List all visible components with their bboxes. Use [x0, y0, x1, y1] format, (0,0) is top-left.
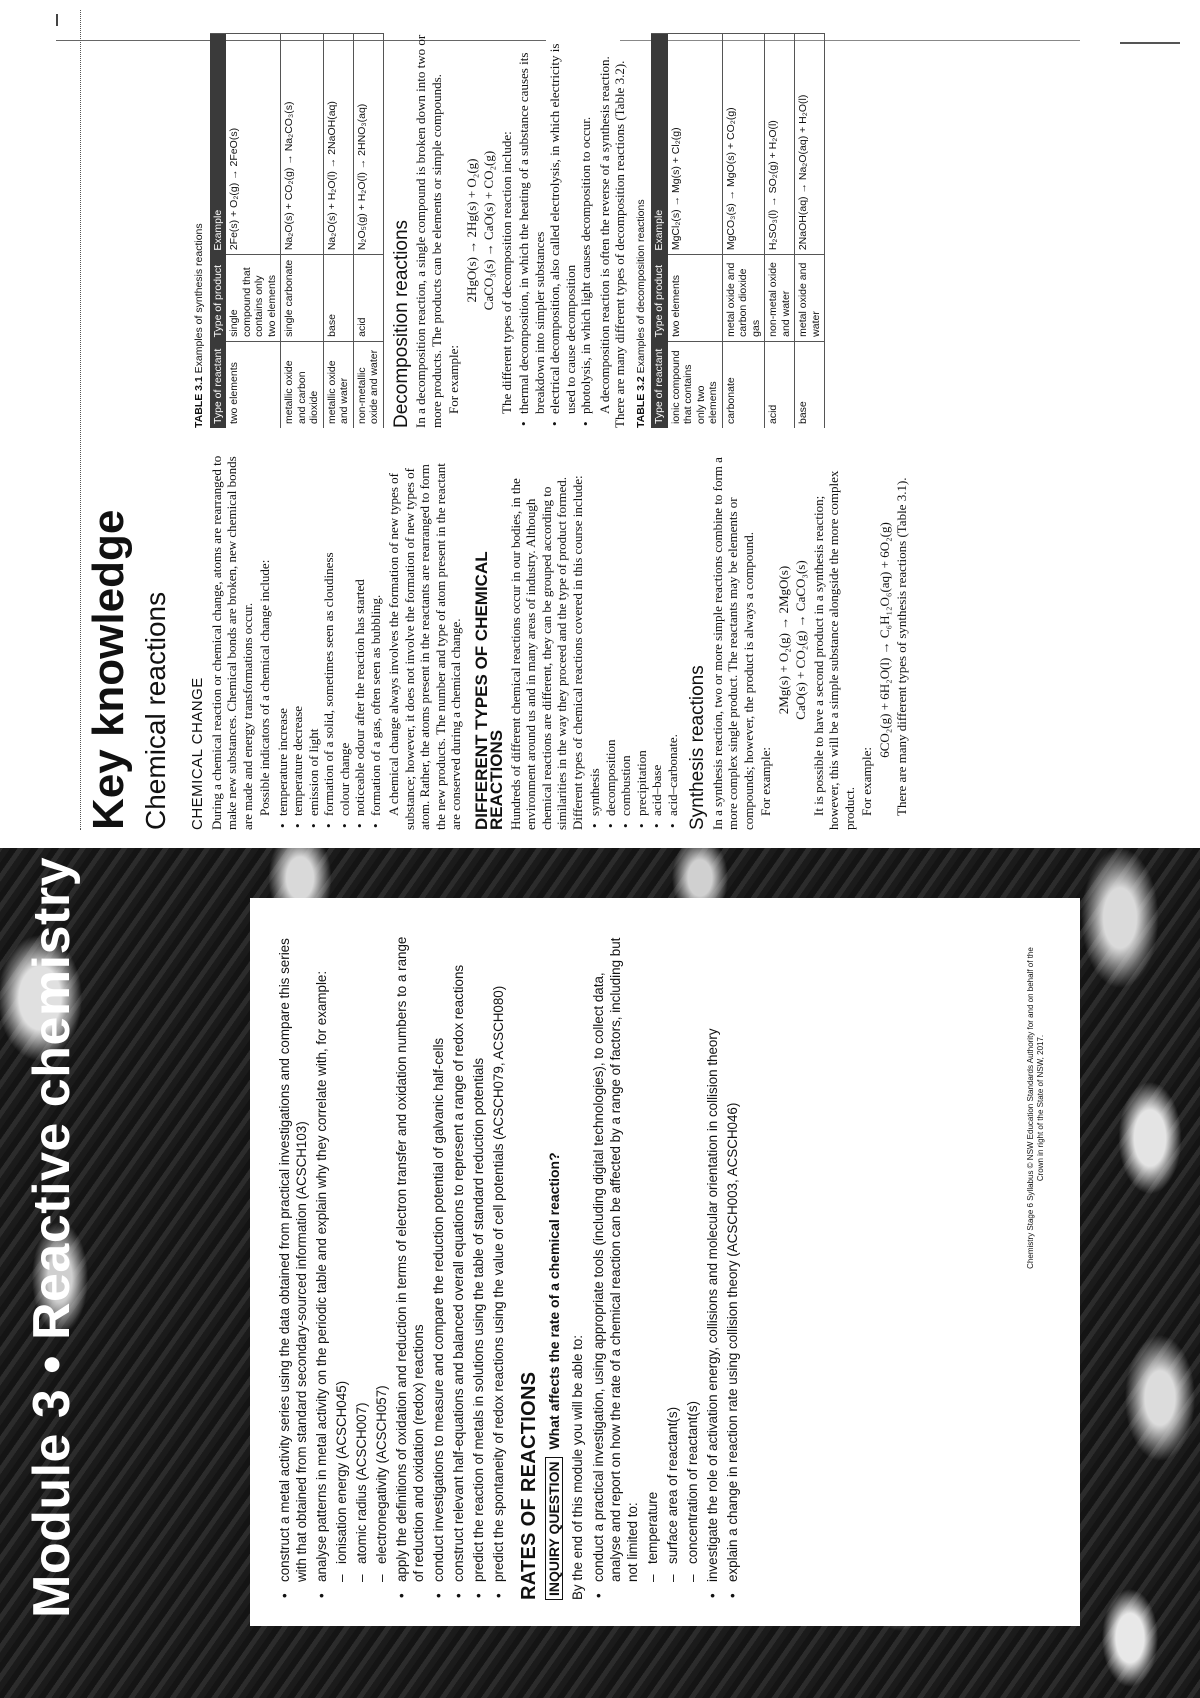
sub-outcome-item: – ionisation energy (ACSCH045) [333, 924, 350, 1600]
paragraph: The different types of decomposition reaction include: [498, 131, 514, 414]
list-item: • electrical decomposition, also called electrolysis, in which electricity is used to cause decomposition [547, 33, 578, 428]
table-row [765, 34, 795, 428]
paragraph: It is possible to have a second product in a synthesis reaction; however, this will be a simple substance alongside the more complex product. [810, 470, 857, 830]
column-header: Example [210, 34, 227, 255]
table-cell: metal oxide and carbon dioxide gas [722, 255, 765, 342]
page-title: Key knowledge [84, 509, 133, 830]
indicator-list [275, 450, 384, 830]
table-row [226, 34, 281, 428]
table-row [795, 34, 825, 428]
sub-outcome-item: – temperature [644, 924, 661, 1600]
table-body [668, 34, 825, 428]
paragraph: For example: [859, 747, 874, 816]
decomposition-table [651, 34, 825, 428]
table-number: TABLE 3.2 [634, 376, 647, 428]
synthesis-heading: Synthesis reactions [687, 665, 708, 830]
list-item: • combustion [618, 450, 634, 830]
intro-text: By the end of this module you will be able to: [570, 1335, 585, 1600]
sub-outcome-item: – concentration of reactant(s) [684, 924, 701, 1600]
equation: 6CO₂(g) + 6H₂O(l) → C₆H₁₂O₆(aq) + 6O₂(g) [876, 522, 892, 758]
page-subtitle: Chemical reactions [140, 591, 171, 830]
table-wrapper [210, 33, 384, 428]
list-item: • acid–base [649, 450, 665, 830]
column-header: Type of reactant [651, 341, 668, 428]
paragraph: There are many different types of synthesis reactions (Table 3.1). [894, 477, 909, 816]
equation: 2HgO(s) → 2Hg(s) + O₂(g) [463, 158, 479, 303]
table-header-row [210, 34, 227, 428]
list-item: • photolysis, in which light causes decomposition to occur. [578, 33, 594, 428]
table-cell: two elements [226, 341, 281, 428]
table-cell: 2NaOH(aq) → Na₂O(aq) + H₂O(l) [795, 34, 825, 255]
equation: CaCO₃(s) → CaO(s) + CO₂(g) [481, 150, 496, 311]
table-cell: MgCO₃(s) → MgO(s) + CO₂(g) [722, 34, 765, 255]
column-header: Example [651, 34, 668, 255]
table-title: Examples of synthesis reactions [193, 223, 205, 374]
table-cell: acid [765, 341, 795, 428]
table-row [353, 34, 383, 428]
paragraph: Hundreds of different chemical reactions occur in our bodies, in the environment around us and in many areas of industry. Although chemical reactions are different, they can be grouped according to similarities in the way they proceed and the type of product formed. Different types of chemical reactions covered in this course include: [507, 475, 585, 830]
table-caption [192, 33, 208, 428]
table-cell: ionic compound that contains only two elements [668, 341, 723, 428]
paragraph: For example: [446, 345, 461, 414]
sub-outcome-item: – electronegativity (ACSCH057) [373, 924, 390, 1600]
paragraph: Possible indicators of a chemical change include: [257, 559, 272, 816]
table-cell: N₂O₅(g) + H₂O(l) → 2HNO₃(aq) [353, 34, 383, 255]
column-header: Type of product [210, 255, 227, 342]
paragraph: For example: [758, 747, 773, 816]
table-number: TABLE 3.1 [193, 376, 205, 428]
sub-outcome-item: – surface area of reactant(s) [664, 924, 681, 1600]
sub-outcome-item: – atomic radius (ACSCH007) [353, 924, 370, 1600]
table-wrapper [651, 33, 825, 428]
outcome-item: • construct relevant half-equations and balanced overall equations to represent a range of redox reactions [450, 924, 467, 1600]
paragraph: A decomposition reaction is often the reverse of a synthesis reaction. There are many different types of decomposition reactions (Table 3.2). [596, 56, 627, 428]
column-right [186, 33, 825, 428]
table-cell: metal oxide and water [795, 255, 825, 342]
list-item: • colour change [337, 450, 353, 830]
list-item: • temperature increase [275, 450, 291, 830]
top-rule [80, 10, 81, 830]
inquiry-question [546, 924, 563, 1600]
equation: 2Mg(s) + O₂(g) → 2MgO(s) [775, 565, 791, 715]
module-title: Module 3 • Reactive chemistry [23, 857, 81, 1618]
list-item: • temperature decrease [290, 450, 306, 830]
table-row [323, 34, 353, 428]
decomposition-heading: Decomposition reactions [390, 219, 412, 428]
types-heading: DIFFERENT TYPES OF CHEMICAL REACTIONS [471, 551, 506, 830]
list-item: • emission of light [306, 450, 322, 830]
column-header: Type of reactant [210, 341, 227, 428]
paragraph: In a synthesis reaction, two or more simple reactions combine to form a more complex single product. The reactants may be elements or compounds; however, the product is always a compound. [709, 457, 756, 830]
table-cell: metallic oxide and water [323, 341, 353, 428]
outcome-item: • predict the spontaneity of redox reactions using the value of cell potentials (ACSCH079, ACSCH080) [490, 924, 507, 1600]
rates-heading: RATES OF REACTIONS [518, 1371, 540, 1600]
table-cell: 2Fe(s) + O₂(g) → 2FeO(s) [226, 34, 281, 255]
syllabus-credit: Chemistry Stage 6 Syllabus © NSW Education Standards Authority for and on behalf of the Crown in right of the State of NSW, 2017. [1026, 947, 1045, 1269]
paragraph: In a decomposition reaction, a single compound is broken down into two or more products. The products can be elements or simple compounds. [413, 34, 444, 428]
table-cell: MgCl₂(s) → Mg(s) + Cl₂(g) [668, 34, 723, 255]
table-cell: Na₂O(s) + CO₂(g) → Na₂CO₃(s) [281, 34, 324, 255]
table-row [281, 34, 324, 428]
table-cell: single carbonate [281, 255, 324, 342]
types-list [587, 450, 680, 830]
table-cell: metallic oxide and carbon dioxide [281, 341, 324, 428]
table-cell: base [795, 341, 825, 428]
table-cell: two elements [668, 255, 723, 342]
list-item: • precipitation [634, 450, 650, 830]
table-header-row [651, 34, 668, 428]
table-cell: carbonate [722, 341, 765, 428]
inquiry-label: INQUIRY QUESTION [545, 1457, 563, 1600]
table-cell: non-metallic oxide and water [353, 341, 383, 428]
table-cell: base [323, 255, 353, 342]
equation: CaO(s) + CO₂(g) → CaCO₃(s) [793, 560, 808, 720]
outcome-item: • analyse patterns in metal activity on the periodic table and explain why they correlate with, for example: [313, 924, 330, 1600]
outcome-item: • investigate the role of activation energy, collisions and molecular orientation in collision theory [704, 924, 721, 1600]
list-item: • formation of a solid, sometimes seen as cloudiness [321, 450, 337, 830]
table-cell: Na₂O(s) + H₂O(l) → 2NaOH(aq) [323, 34, 353, 255]
list-item: • acid–carbonate. [665, 450, 681, 830]
outcome-item: • explain a change in reaction rate using collision theory (ACSCH003, ACSCH046) [724, 924, 741, 1600]
table-cell: single compound that contains only two elements [226, 255, 281, 342]
column-left [186, 450, 912, 830]
table-caption [634, 33, 650, 428]
outcome-item: • construct a metal activity series using the data obtained from practical investigations and compare this series with that obtained from standard secondary-sourced information (ACSCH103) [276, 924, 310, 1600]
synthesis-table [210, 34, 384, 428]
table-body [226, 34, 383, 428]
list-item: • formation of a gas, often seen as bubbling. [368, 450, 384, 830]
key-knowledge-page [0, 0, 1200, 838]
outcome-item: • conduct investigations to measure and compare the reduction potential of galvanic half-cells [430, 924, 447, 1600]
outcome-item: • predict the reaction of metals in solutions using the table of standard reduction potentials [470, 924, 487, 1600]
module-panel [0, 848, 1200, 1698]
outcome-item: • apply the definitions of oxidation and reduction in terms of electron transfer and oxidation numbers to a range of reduction and oxidation (redox) reactions [393, 924, 427, 1600]
list-item: • synthesis [587, 450, 603, 830]
list-item: • noticeable odour after the reaction has started [352, 450, 368, 830]
paragraph: During a chemical reaction or chemical change, atoms are rearranged to make new substances. Chemical bonds are broken, new chemical bonds are made and energy transformations occur. [208, 455, 255, 830]
paragraph: A chemical change always involves the formation of new types of substance; however, it does not involve the formation of new types of atom. Rather, the atoms present in the reactants are rearranged to form the new products. The number and type of atom present in the reactant are conserved during a chemical change. [386, 463, 463, 830]
table-title: Examples of decomposition reactions [634, 199, 647, 374]
list-item: • thermal decomposition, in which the heating of a substance causes its breakdown into simpler substances [516, 33, 547, 428]
list-item: • decomposition [603, 450, 619, 830]
chemical-change-heading: CHEMICAL CHANGE [189, 677, 206, 830]
table-cell: acid [353, 255, 383, 342]
rates-outcomes-list [590, 924, 741, 1600]
outcomes-list [276, 924, 507, 1600]
table-cell: non-metal oxide and water [765, 255, 795, 342]
inquiry-text: What affects the rate of a chemical reaction? [546, 1152, 562, 1450]
decomposition-types-list [516, 33, 594, 428]
table-row [722, 34, 765, 428]
column-header: Type of product [651, 255, 668, 342]
outcomes-box [250, 898, 1080, 1626]
table-row [668, 34, 723, 428]
table-cell: H₂SO₃(l) → SO₂(g) + H₂O(l) [765, 34, 795, 255]
outcome-item: • conduct a practical investigation, using appropriate tools (including digital technologies), to collect data, analyse and report on how the rate of a chemical reaction can be affected by a range of factors, including but not limited to: [590, 924, 641, 1600]
